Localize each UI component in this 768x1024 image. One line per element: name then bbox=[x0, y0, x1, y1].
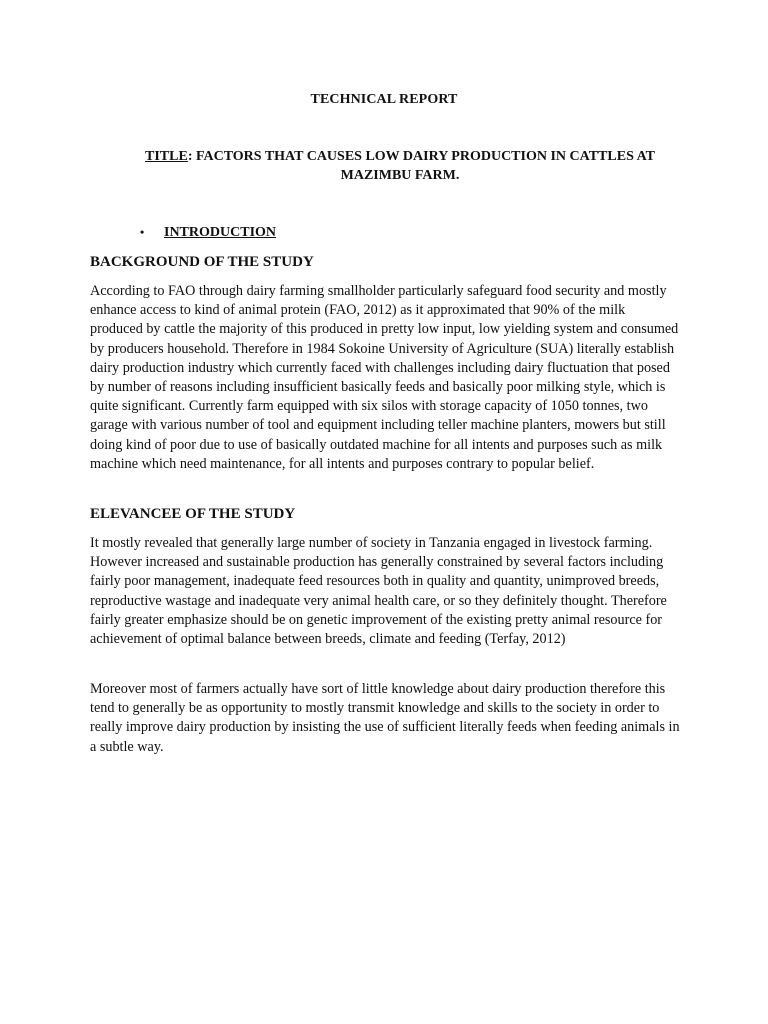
document-title bbox=[120, 147, 680, 185]
title-label: TITLE bbox=[145, 149, 188, 164]
background-paragraph: According to FAO through dairy farming smallholder particularly safeguard food security and mostly enhance access to kind of animal protein (FAO, 2012) as it approximated that 90% of the milk produced by cattle the majority of this produced in pretty low input, low yielding system and consumed by producers household. Therefore in 1984 Sokoine University of Agriculture (SUA) literally establish dairy production industry which currently faced with challenges including dairy fluctuation that posed by number of reasons including insufficient basically feeds and basically poor milking style, which is quite significant. Currently farm equipped with six silos with storage capacity of 1050 tonnes, two garage with various number of tool and equipment including teller machine planters, mowers but still doing kind of poor due to use of basically outdated machine for all intents and purposes such as milk machine which need maintenance, for all intents and purposes contrary to popular belief. bbox=[90, 283, 679, 472]
introduction-label: INTRODUCTION bbox=[164, 225, 277, 240]
relevance-paragraph-1: It mostly revealed that generally large number of society in Tanzania engaged in livestock farming. However increased and sustainable production has generally constrained by several factors including fairly poor management, inadequate feed resources both in quality and quantity, unimproved breeds, reproductive wastage and inadequate very animal health care, or so they definitely thought. Therefore fairly greater emphasize should be on genetic improvement of the existing pretty animal resource for achievement of optimal balance between breeds, climate and feeding (Terfay, 2012) bbox=[90, 535, 667, 648]
relevance-paragraph-2: Moreover most of farmers actually have sort of little knowledge about dairy production therefore this tend to generally be as opportunity to mostly transmit knowledge and skills to the society in order to really improve dairy production by insisting the use of sufficient literally feeds when feeding animals in a subtle way. bbox=[90, 681, 680, 755]
bullet-icon: • bbox=[140, 225, 145, 239]
title-text: : FACTORS THAT CAUSES LOW DAIRY PRODUCTION IN CATTLES AT MAZIMBU FARM. bbox=[187, 149, 655, 183]
report-title: TECHNICAL REPORT bbox=[310, 92, 458, 107]
introduction-heading bbox=[140, 223, 276, 242]
relevance-heading: ELEVANCEE OF THE STUDY bbox=[90, 506, 296, 522]
background-heading: BACKGROUND OF THE STUDY bbox=[90, 254, 314, 270]
